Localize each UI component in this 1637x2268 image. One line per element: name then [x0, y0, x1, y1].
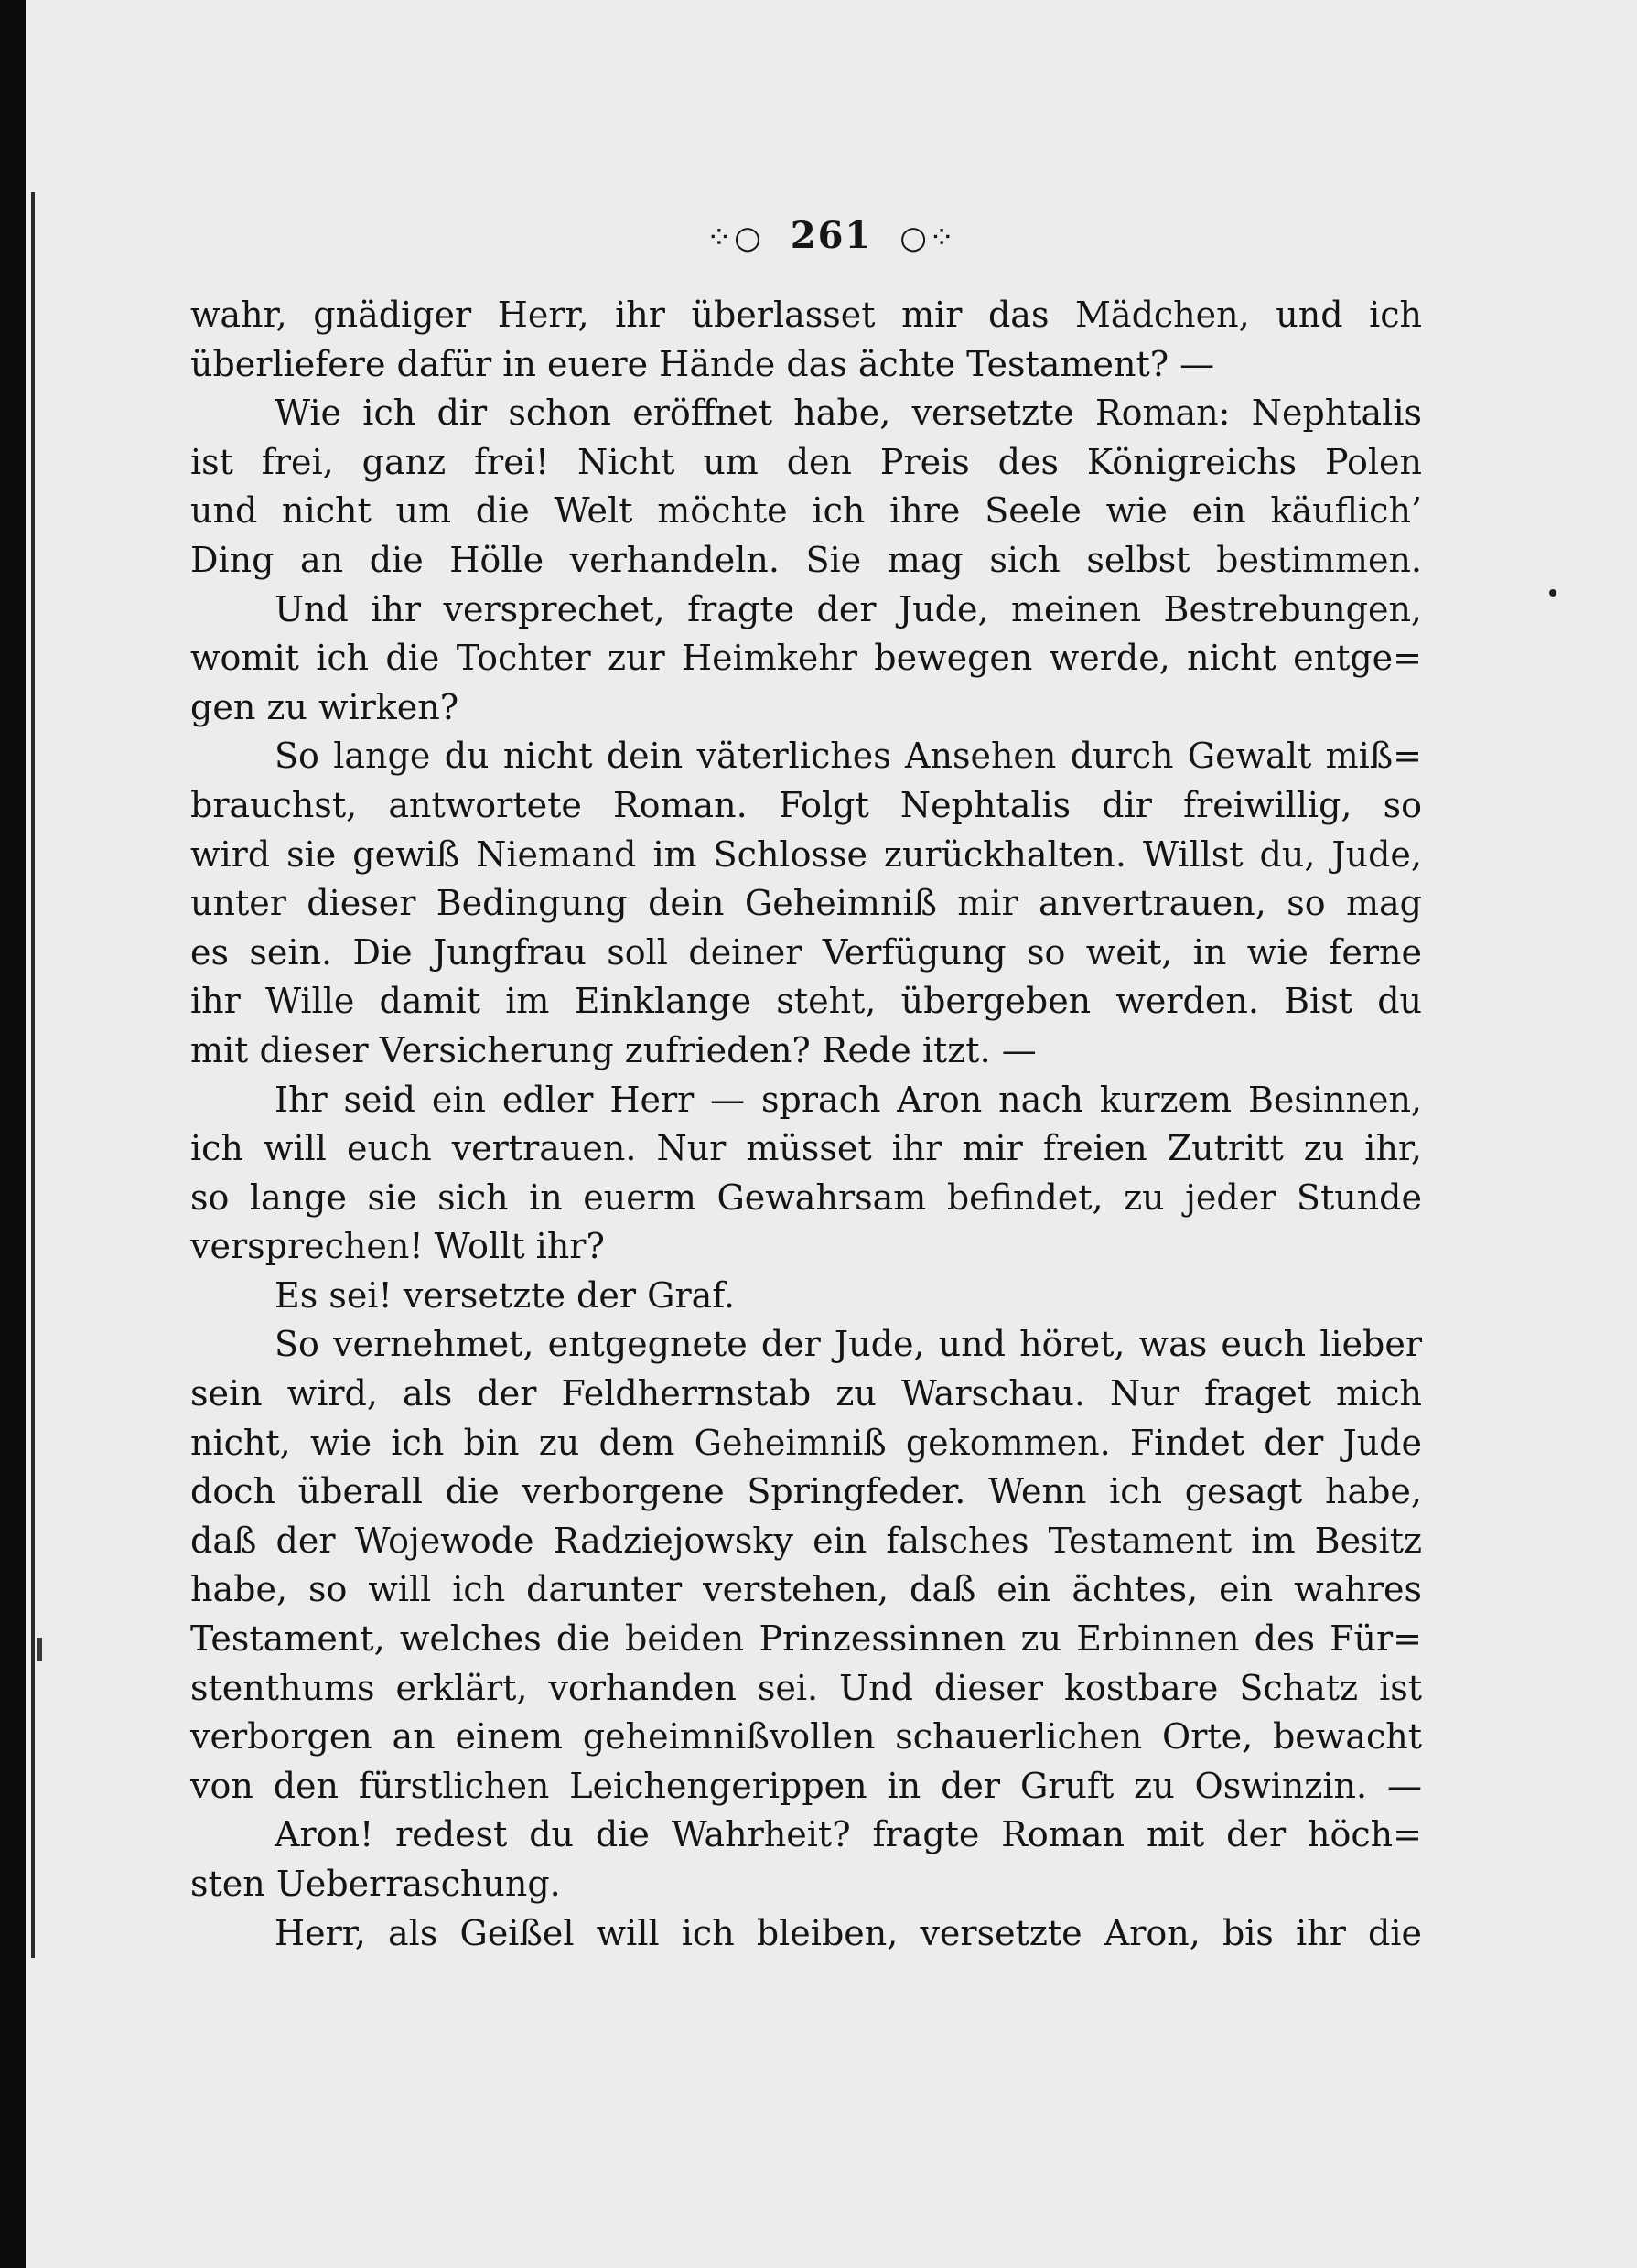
text-line: sein wird, als der Feldherrnstab zu Warschau. Nur fraget mich — [190, 1373, 1422, 1414]
text-line: Wie ich dir schon eröffnet habe, versetzte Roman: Nephtalis — [275, 392, 1422, 434]
text-line: so lange sie sich in euerm Gewahrsam befindet, zu jeder Stunde — [190, 1177, 1422, 1218]
text-line: gen zu wirken? — [190, 686, 459, 727]
text-line: daß der Wojewode Radziejowsky ein falsches Testament im Besitz — [190, 1520, 1422, 1561]
text-line: brauchst, antwortete Roman. Folgt Nephtalis dir freiwillig, so — [190, 784, 1422, 825]
text-line: es sein. Die Jungfrau soll deiner Verfügung so weit, in wie ferne — [190, 931, 1422, 973]
text-line: wird sie gewiß Niemand im Schlosse zurückhalten. Willst du, Jude, — [190, 833, 1422, 875]
ink-speck — [1549, 589, 1556, 597]
text-line: wahr, gnädiger Herr, ihr überlasset mir das Mädchen, und ich — [190, 295, 1422, 335]
text-line: mit dieser Versicherung zufrieden? Rede itzt. — — [190, 1029, 1037, 1070]
text-line: Herr, als Geißel will ich bleiben, versetzte Aron, bis ihr die — [275, 1912, 1422, 1953]
text-line: ist frei, ganz frei! Nicht um den Preis des Königreichs Polen — [190, 441, 1422, 482]
text-line: unter dieser Bedingung dein Geheimniß mir anvertrauen, so mag — [190, 883, 1422, 924]
text-line: habe, so will ich darunter verstehen, daß ein ächtes, ein wahres — [190, 1569, 1422, 1610]
text-line: Und ihr versprechet, fragte der Jude, meinen Bestrebungen, — [275, 588, 1422, 629]
page-number: 261 — [790, 214, 873, 257]
text-line: Ding an die Hölle verhandeln. Sie mag sich selbst bestimmen. — [190, 539, 1422, 580]
book-page — [26, 0, 1637, 2268]
text-line: Es sei! versetzte der Graf. — [275, 1274, 736, 1316]
page-header — [26, 214, 1637, 257]
text-line: von den fürstlichen Leichengerippen in der Gruft zu Oswinzin. — — [190, 1765, 1422, 1806]
ornament-left-icon: ⁘○ — [705, 220, 763, 256]
text-line: So lange du nicht dein väterliches Ansehen durch Gewalt miß= — [275, 736, 1422, 777]
text-line: So vernehmet, entgegnete der Jude, und höret, was euch lieber — [275, 1324, 1422, 1365]
text-line: Testament, welches die beiden Prinzessinnen zu Erbinnen des Für= — [190, 1618, 1422, 1660]
text-line: sten Ueberraschung. — [190, 1864, 561, 1904]
ornament-right-icon: ○⁘ — [899, 220, 957, 256]
text-line: verborgen an einem geheimnißvollen schauerlichen Orte, bewacht — [190, 1716, 1422, 1757]
text-line: Aron! redest du die Wahrheit? fragte Roman mit der höch= — [275, 1814, 1422, 1855]
text-line: ich will euch vertrauen. Nur müsset ihr mir freien Zutritt zu ihr, — [190, 1128, 1422, 1169]
text-line: stenthums erklärt, vorhanden sei. Und dieser kostbare Schatz ist — [190, 1667, 1422, 1708]
text-line: ihr Wille damit im Einklange steht, übergeben werden. Bist du — [190, 981, 1422, 1022]
binding-edge — [31, 192, 35, 1958]
margin-mark — [37, 1638, 42, 1661]
text-line: überliefere dafür in euere Hände das ächte Testament? — — [190, 343, 1215, 384]
text-line: versprechen! Wollt ihr? — [190, 1226, 605, 1267]
text-line: Ihr seid ein edler Herr — sprach Aron nach kurzem Besinnen, — [275, 1079, 1422, 1120]
text-line: doch überall die verborgene Springfeder. Wenn ich gesagt habe, — [190, 1471, 1422, 1512]
text-line: nicht, wie ich bin zu dem Geheimniß gekommen. Findet der Jude — [190, 1422, 1422, 1463]
text-line: womit ich die Tochter zur Heimkehr bewegen werde, nicht entge= — [190, 638, 1422, 679]
text-line: und nicht um die Welt möchte ich ihre Seele wie ein käuflich’ — [190, 490, 1422, 532]
body-text — [190, 291, 1422, 1958]
